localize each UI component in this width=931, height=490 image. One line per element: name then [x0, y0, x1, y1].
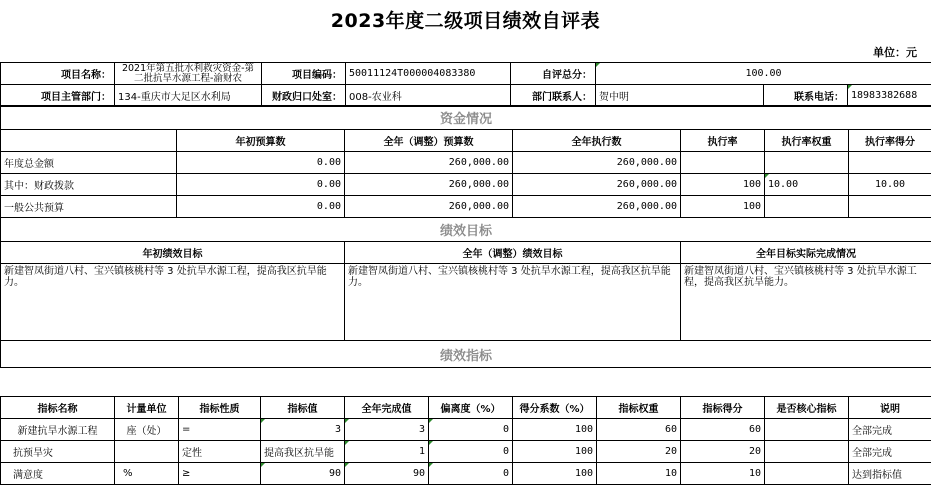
ind-done: 3: [345, 419, 429, 441]
funds-row: [1, 174, 931, 196]
goals-adjusted-text: 新建智凤街道八村、宝兴镇核桃村等 3 处抗旱水源工程，提高我区抗旱能力。: [345, 264, 681, 341]
ind-header-score: 指标得分: [681, 397, 765, 419]
funds-row-weight: [765, 152, 849, 174]
ind-score: 60: [681, 419, 765, 441]
ind-done: 90: [345, 463, 429, 485]
ind-score: 10: [681, 463, 765, 485]
ind-core: [765, 441, 849, 463]
ind-name: 新建抗旱水源工程: [1, 419, 115, 441]
funds-row-label: 年度总金额: [1, 152, 177, 174]
funds-row-rate: 100: [681, 174, 765, 196]
funds-row-weight: [765, 196, 849, 218]
funds-section-title: 资金情况: [1, 106, 931, 130]
contact-label: 部门联系人：: [511, 85, 596, 107]
ind-nature: =: [179, 419, 261, 441]
funds-header-adjusted: 全年（调整）预算数: [345, 130, 513, 152]
ind-dev: 0: [429, 441, 513, 463]
table-row: [1, 419, 931, 441]
ind-weight: 20: [597, 441, 681, 463]
funds-row-score: [849, 152, 931, 174]
funds-row-adjusted: 260,000.00: [345, 174, 513, 196]
funds-header-weight: 执行率权重: [765, 130, 849, 152]
funds-row-rate: [681, 152, 765, 174]
project-name-value: 2021年第五批水利救灾资金-第二批抗旱水源工程-渝财农: [115, 63, 262, 85]
ind-header-unit: 计量单位: [115, 397, 179, 419]
goals-actual-text: 新建智凤街道八村、宝兴镇核桃村等 3 处抗旱水源工程，提高我区抗旱能力。: [681, 264, 931, 341]
funds-header-score: 执行率得分: [849, 130, 931, 152]
ind-name: 抗预旱灾: [1, 441, 115, 463]
ind-core: [765, 463, 849, 485]
ind-nature: 定性: [179, 441, 261, 463]
ind-coef: 100: [513, 441, 597, 463]
ind-header-core: 是否核心指标: [765, 397, 849, 419]
funds-row-label: 其中：财政拨款: [1, 174, 177, 196]
goals-initial-text: 新建智凤街道八村、宝兴镇核桃村等 3 处抗旱水源工程，提高我区抗旱能力。: [1, 264, 345, 341]
phone-label: 联系电话：: [764, 85, 848, 107]
ind-header-value: 指标值: [261, 397, 345, 419]
ind-core: [765, 419, 849, 441]
table-row: [1, 441, 931, 463]
goals-header-actual: 全年目标实际完成情况: [681, 242, 931, 264]
funds-row: [1, 196, 931, 218]
funds-row-score: [849, 196, 931, 218]
ind-score: 20: [681, 441, 765, 463]
ind-note: 全部完成: [849, 419, 931, 441]
project-name-label: 项目名称：: [1, 63, 115, 85]
ind-weight: 60: [597, 419, 681, 441]
finance-value: 008-农业科: [346, 85, 511, 107]
project-code-value: 50011124T000004083380: [346, 63, 511, 85]
funds-row-rate: 100: [681, 196, 765, 218]
funds-row-executed: 260,000.00: [513, 152, 681, 174]
ind-header-weight: 指标权重: [597, 397, 681, 419]
ind-header-name: 指标名称: [1, 397, 115, 419]
finance-label: 财政归口处室：: [262, 85, 346, 107]
goals-header-adjusted: 全年（调整）绩效目标: [345, 242, 681, 264]
goals-header-initial: 年初绩效目标: [1, 242, 345, 264]
dept-value: 134-重庆市大足区水利局: [115, 85, 262, 107]
phone-value: 18983382688: [848, 85, 931, 107]
goals-section-title: 绩效目标: [1, 218, 931, 242]
ind-dev: 0: [429, 419, 513, 441]
ind-dev: 0: [429, 463, 513, 485]
score-value: 100.00: [596, 63, 931, 85]
funds-row-initial: 0.00: [177, 152, 345, 174]
ind-weight: 10: [597, 463, 681, 485]
page-title: 2023年度二级项目绩效自评表: [330, 10, 601, 32]
ind-done: 1: [345, 441, 429, 463]
funds-row-adjusted: 260,000.00: [345, 196, 513, 218]
funds-row: [1, 152, 931, 174]
ind-value: 3: [261, 419, 345, 441]
contact-value: 贺中明: [596, 85, 764, 107]
funds-header-rate: 执行率: [681, 130, 765, 152]
funds-row-executed: 260,000.00: [513, 174, 681, 196]
ind-note: 全部完成: [849, 441, 931, 463]
funds-row-label: 一般公共预算: [1, 196, 177, 218]
funds-header-blank: [1, 130, 177, 152]
funds-goals-table: [0, 105, 931, 368]
ind-coef: 100: [513, 419, 597, 441]
ind-value: 提高我区抗旱能: [261, 441, 345, 463]
ind-unit: %: [115, 463, 179, 485]
funds-row-weight: 10.00: [765, 174, 849, 196]
funds-row-adjusted: 260,000.00: [345, 152, 513, 174]
funds-header-initial: 年初预算数: [177, 130, 345, 152]
funds-row-initial: 0.00: [177, 174, 345, 196]
ind-header-dev: 偏离度（%）: [429, 397, 513, 419]
ind-coef: 100: [513, 463, 597, 485]
dept-label: 项目主管部门：: [1, 85, 115, 107]
table-row: [1, 463, 931, 485]
ind-unit: 座（处）: [115, 419, 179, 441]
ind-name: 满意度: [1, 463, 115, 485]
unit-label: 单位：元: [873, 46, 917, 59]
funds-row-initial: 0.00: [177, 196, 345, 218]
ind-header-nature: 指标性质: [179, 397, 261, 419]
ind-header-coef: 得分系数（%）: [513, 397, 597, 419]
ind-note: 达到指标值: [849, 463, 931, 485]
funds-row-executed: 260,000.00: [513, 196, 681, 218]
info-table: [0, 62, 931, 107]
ind-nature: ≥: [179, 463, 261, 485]
score-label: 自评总分：: [511, 63, 596, 85]
ind-header-done: 全年完成值: [345, 397, 429, 419]
ind-header-note: 说明: [849, 397, 931, 419]
ind-value: 90: [261, 463, 345, 485]
indicators-section-title: 绩效指标: [1, 341, 931, 368]
ind-unit: [115, 441, 179, 463]
funds-row-score: 10.00: [849, 174, 931, 196]
funds-header-executed: 全年执行数: [513, 130, 681, 152]
project-code-label: 项目编码：: [262, 63, 346, 85]
indicators-table: [0, 396, 931, 485]
